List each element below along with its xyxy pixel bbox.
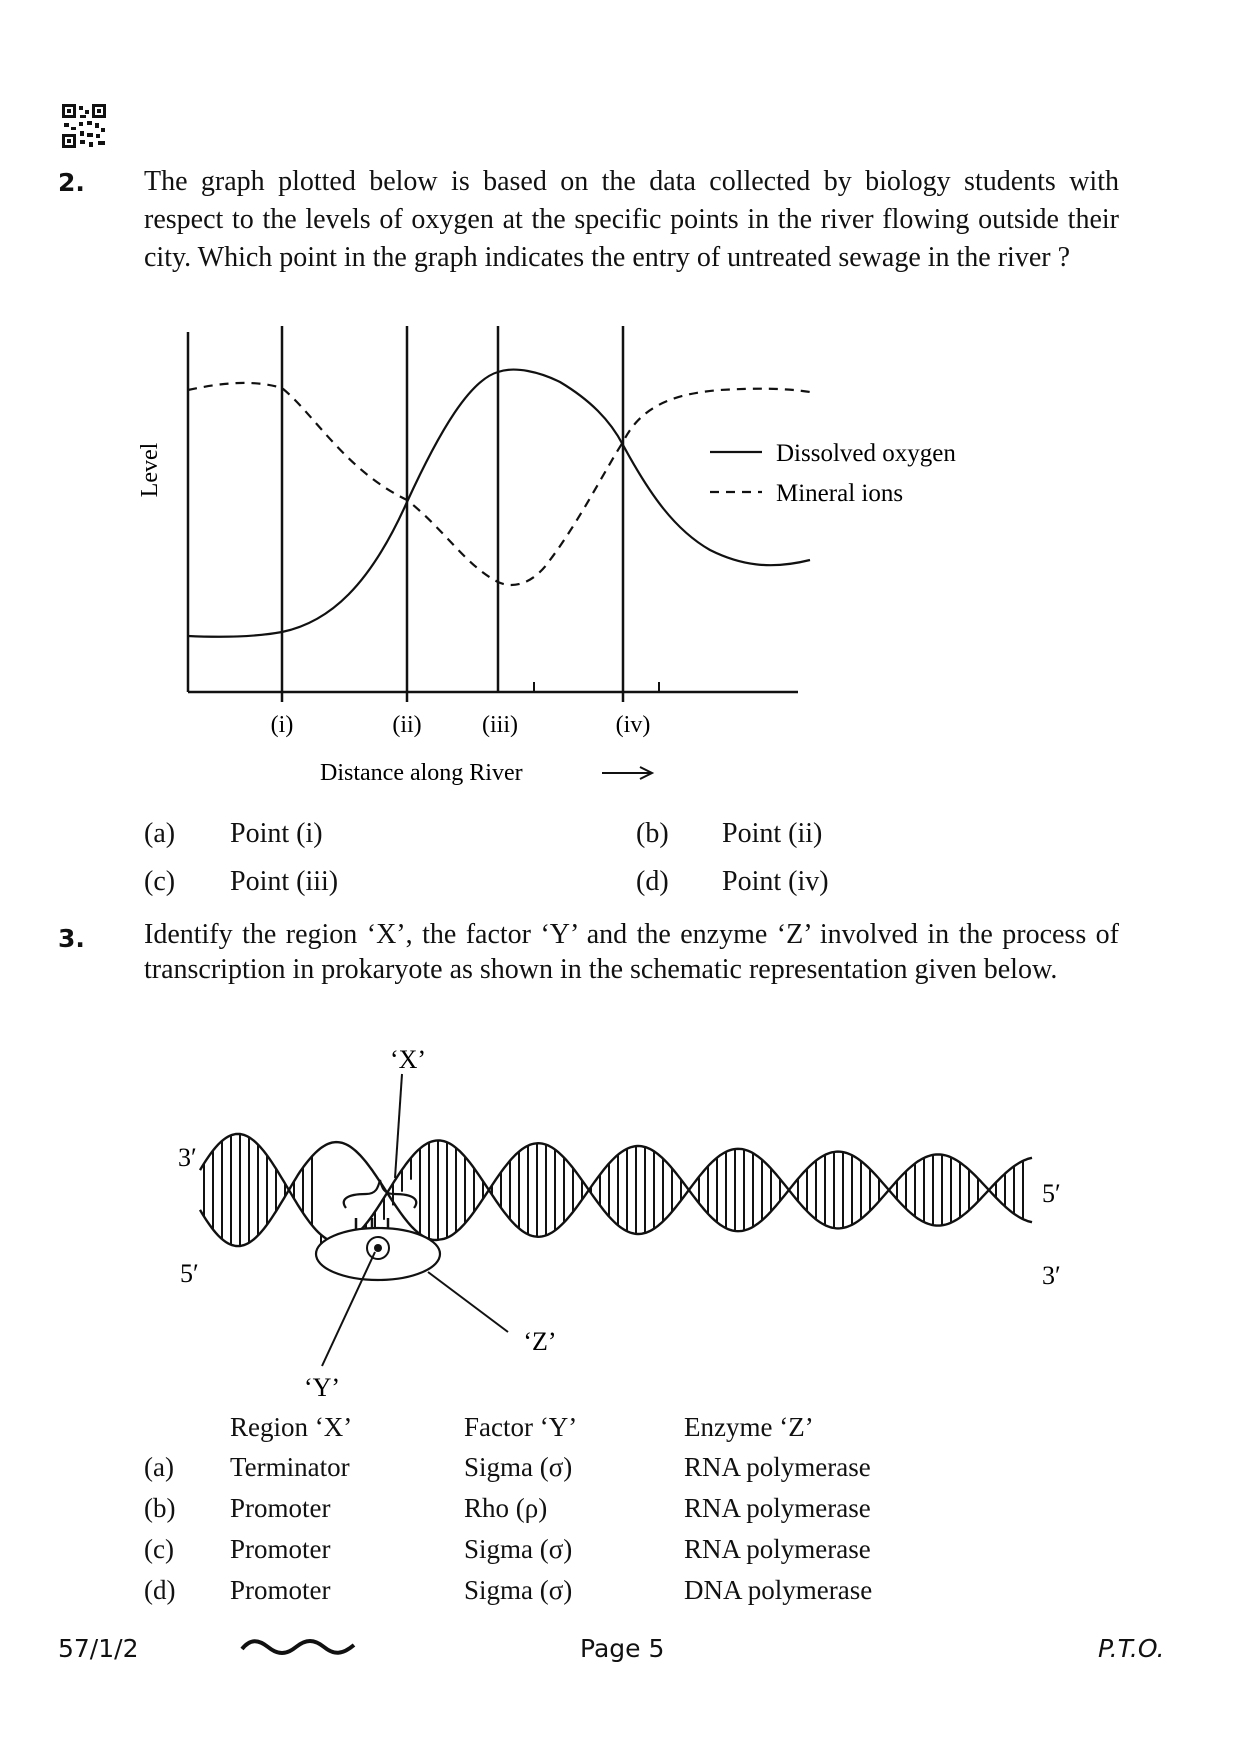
- table-cell: RNA polymerase: [684, 1452, 871, 1482]
- table-cell: RNA polymerase: [684, 1534, 871, 1564]
- oxygen-level-graph: [130, 320, 1010, 800]
- option-text-d: Point (iv): [722, 866, 829, 897]
- table-cell: Promoter: [230, 1575, 331, 1605]
- question-3-number: 3.: [58, 924, 85, 953]
- table-cell: Promoter: [230, 1493, 331, 1523]
- paper-code: 57/1/2: [58, 1634, 139, 1663]
- option-text-a: Point (i): [230, 818, 323, 849]
- table-header-enzyme: Enzyme ‘Z’: [684, 1412, 814, 1442]
- option-text-c: Point (iii): [230, 866, 339, 897]
- table-cell: DNA polymerase: [684, 1575, 873, 1605]
- page-number: Page 5: [580, 1634, 665, 1663]
- qr-code-icon: [62, 104, 106, 148]
- point-label-i: (i): [270, 712, 294, 738]
- label-left-top: 3′: [178, 1143, 197, 1172]
- label-x: ‘X’: [389, 1050, 427, 1074]
- table-row-label: (a): [144, 1452, 174, 1482]
- option-label-d: (d): [636, 866, 669, 897]
- dna-strand-top: [200, 1134, 1032, 1243]
- label-y: ‘Y’: [303, 1373, 341, 1402]
- option-label-c: (c): [144, 866, 176, 897]
- question-2-number: 2.: [58, 168, 85, 197]
- x-axis-label: Distance along River: [320, 760, 523, 786]
- option-label-a: (a): [144, 818, 176, 849]
- point-label-ii: (ii): [392, 712, 422, 738]
- question-2-text: The graph plotted below is based on the data collected by biology students with respect to the levels of oxygen at the specific points in the river flowing outside their city. Which point in the graph indicates the entry of untreated sewage in the river ?: [144, 166, 1119, 273]
- pto-label: P.T.O.: [1098, 1634, 1165, 1663]
- table-row-label: (d): [144, 1575, 176, 1605]
- table-cell: Rho (ρ): [464, 1493, 548, 1523]
- legend-mineral-ions: Mineral ions: [776, 480, 904, 507]
- point-label-iv: (iv): [615, 712, 651, 738]
- table-cell: Sigma (σ): [464, 1452, 573, 1482]
- label-right-bottom: 3′: [1042, 1261, 1061, 1290]
- option-text-b: Point (ii): [722, 818, 823, 849]
- table-header-factor: Factor ‘Y’: [464, 1412, 578, 1442]
- table-row-label: (c): [144, 1534, 174, 1564]
- label-z: ‘Z’: [523, 1327, 557, 1356]
- label-left-bottom: 5′: [180, 1259, 199, 1288]
- y-axis-label: Level: [137, 442, 163, 498]
- table-cell: Terminator: [230, 1452, 350, 1482]
- wave-ornament-icon: [240, 1636, 356, 1658]
- table-row-label: (b): [144, 1493, 176, 1523]
- question-3-text: Identify the region ‘X’, the factor ‘Y’ and the enzyme ‘Z’ involved in the process of transcription in prokaryote as shown in the schematic representation given below.: [144, 919, 1119, 985]
- legend-dissolved-oxygen: Dissolved oxygen: [776, 440, 956, 467]
- table-cell: RNA polymerase: [684, 1493, 871, 1523]
- pointer-z: [428, 1272, 508, 1332]
- label-right-top: 5′: [1042, 1179, 1061, 1208]
- table-cell: Promoter: [230, 1534, 331, 1564]
- option-label-b: (b): [636, 818, 669, 849]
- pointer-x: [395, 1074, 402, 1178]
- table-header-region: Region ‘X’: [230, 1412, 353, 1442]
- point-label-iii: (iii): [482, 712, 518, 738]
- table-cell: Sigma (σ): [464, 1534, 573, 1564]
- transcription-diagram: [170, 1050, 1090, 1410]
- table-cell: Sigma (σ): [464, 1575, 573, 1605]
